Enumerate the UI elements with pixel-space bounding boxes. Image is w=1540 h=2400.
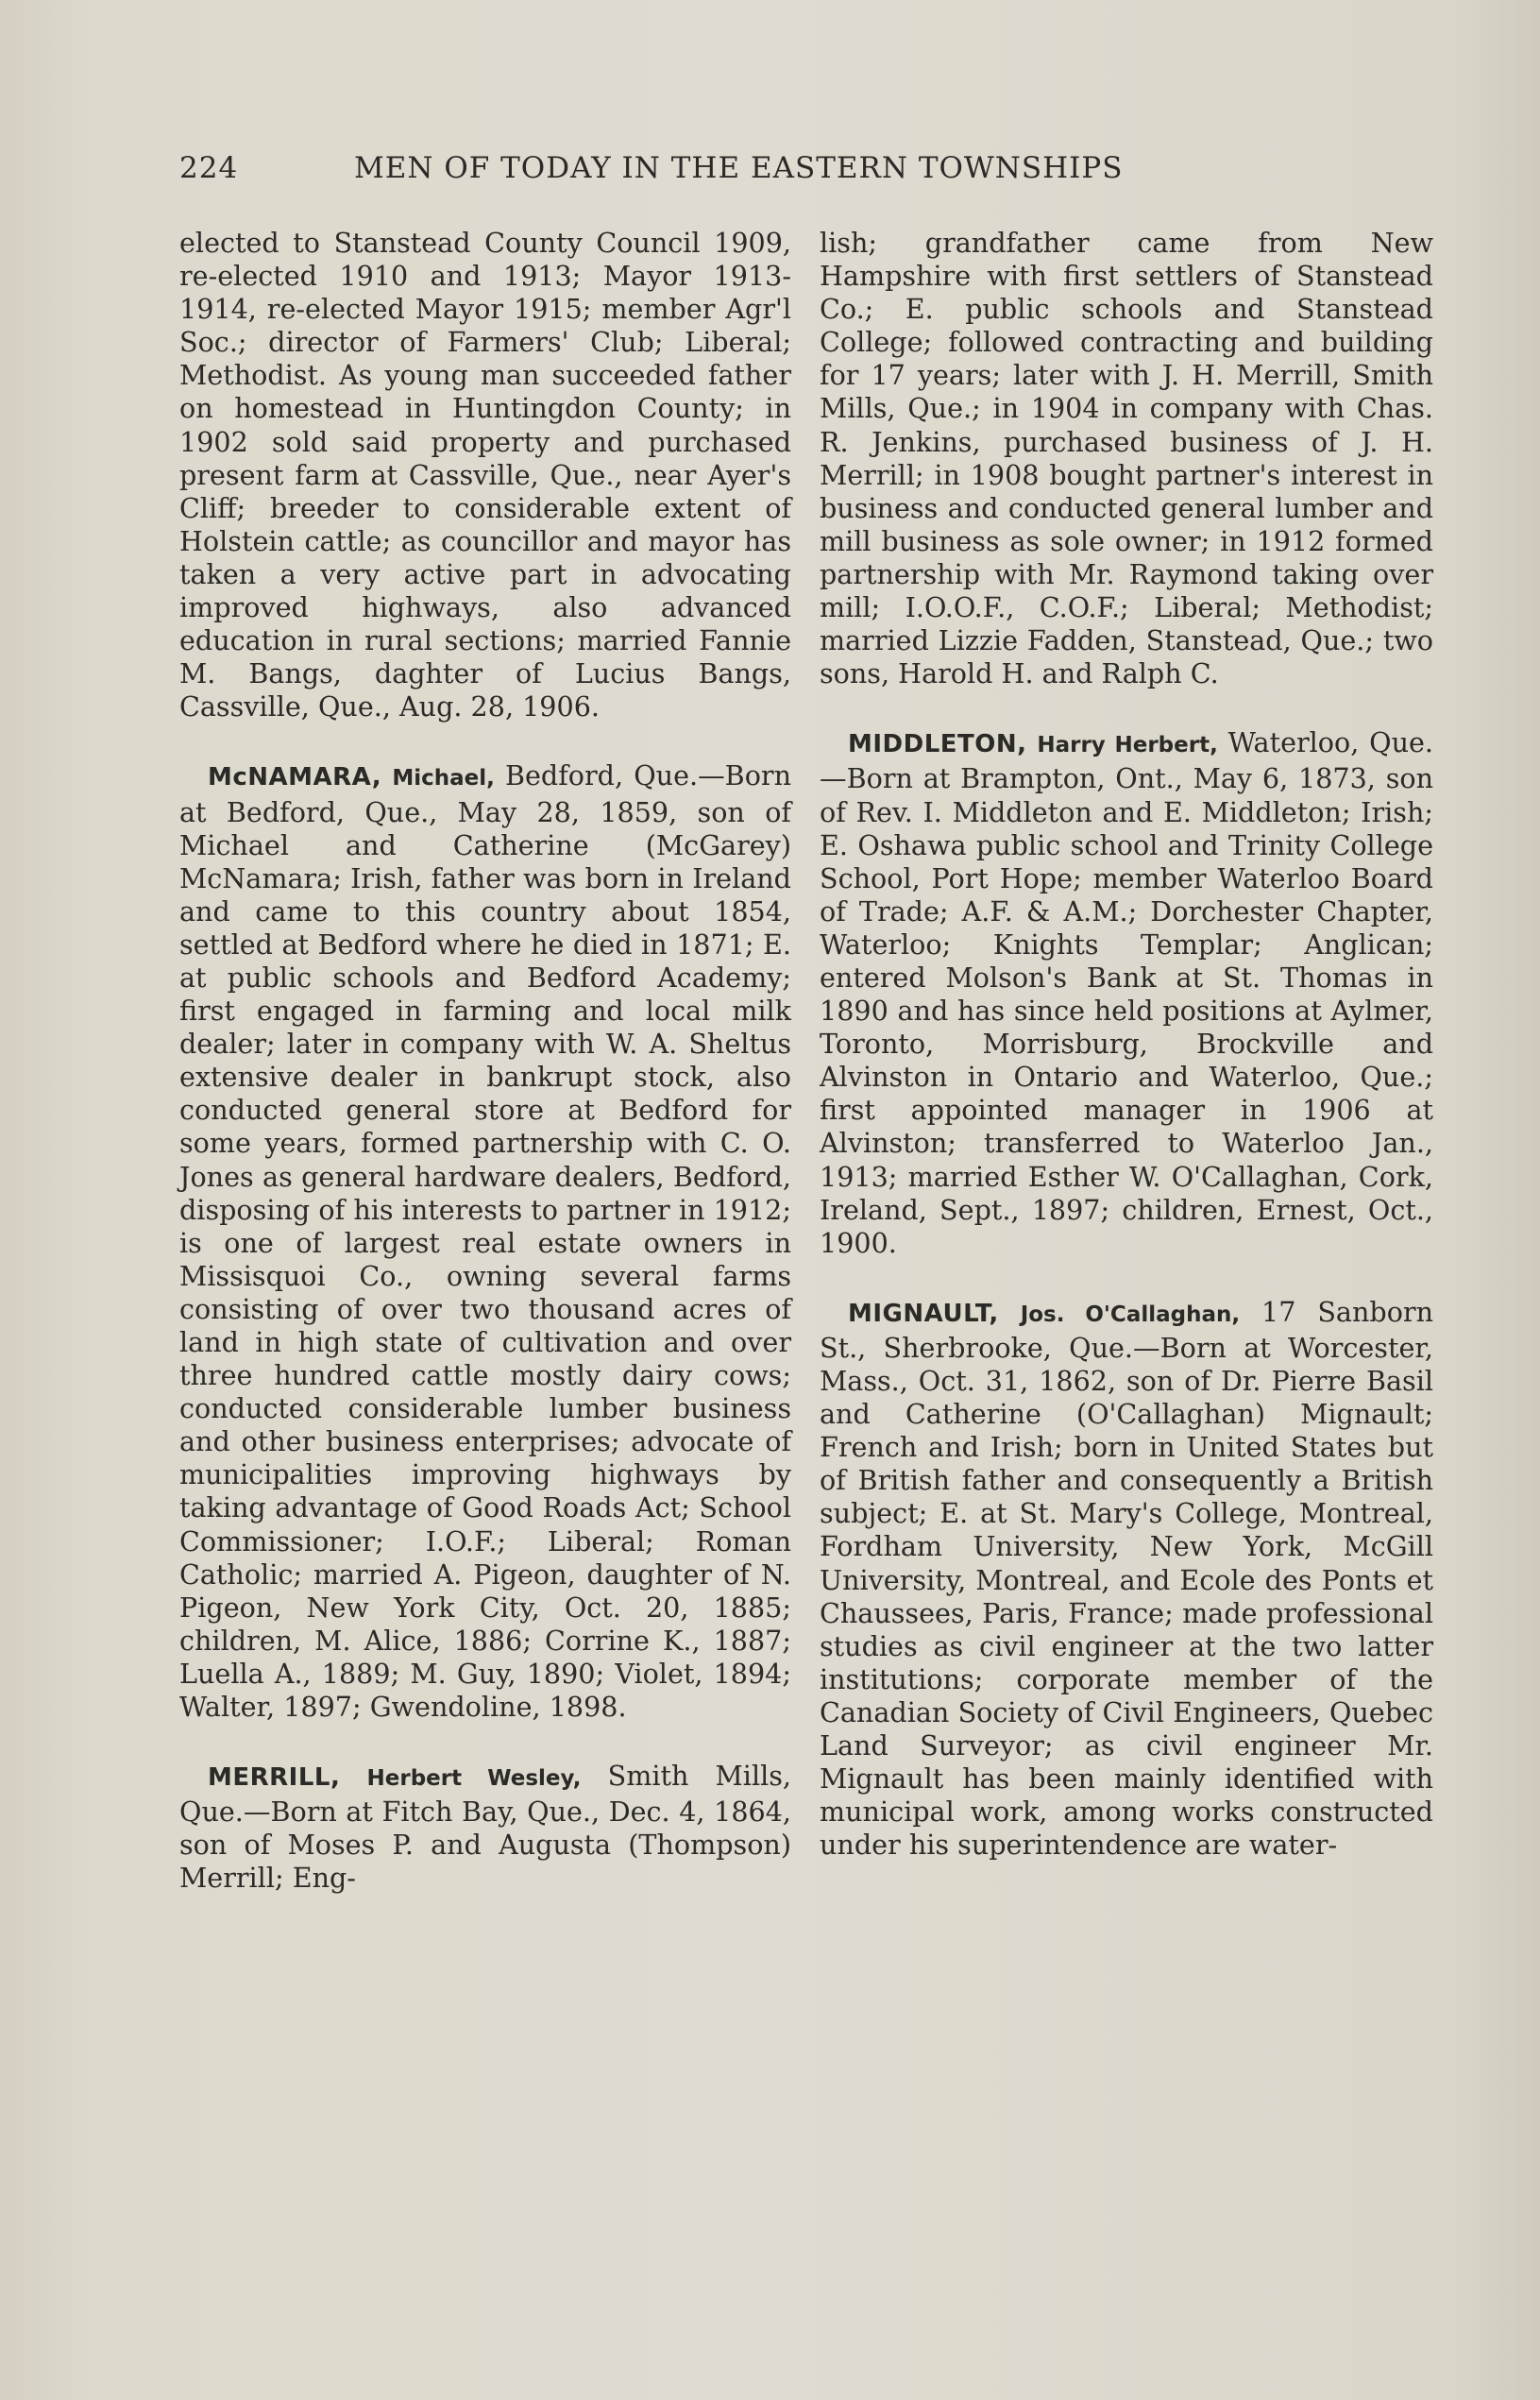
entry-given-name: Jos. O'Callaghan, bbox=[1020, 1302, 1241, 1327]
right-column bbox=[820, 227, 1433, 1898]
continued-entry-text: lish; grandfather came from New Hampshire with first settlers of Stanstead Co.; E. public schools and Stanstead College; followed contracting and building for 17 years; later with J. H. Merrill, Smith Mills, Que.; in 1904 in company with Chas. R. Jenkins, purchased business of J. H. Merrill; in 1908 bought partner's interest in business and conducted general lumber and mill business as sole owner; in 1912 formed partnership with Mr. Raymond taking over mill; I.O.O.F., C.O.F.; Liberal; Methodist; married Lizzie Fadden, Stanstead, Que.; two sons, Harold H. and Ralph C. bbox=[820, 227, 1433, 690]
page-title: MEN OF TODAY IN THE EASTERN TOWNSHIPS bbox=[354, 151, 1124, 185]
biography-entry bbox=[820, 726, 1433, 1260]
page-number: 224 bbox=[179, 151, 239, 185]
entry-surname: MERRILL, bbox=[208, 1763, 341, 1793]
biography-entry bbox=[179, 1760, 791, 1895]
entry-surname: MIGNAULT, bbox=[848, 1299, 999, 1328]
biography-entry bbox=[820, 1296, 1433, 1863]
entry-body: Bedford, Que.—Born at Bedford, Que., May 28, 1859, son of Michael and Catherine (McGarey) McNamara; Irish, father was born in Ireland and came to this country about 1854, settled at Bedford where he died in 1871; E. at public schools and Bedford Academy; first engaged in farming and local milk dealer; later in company with W. A. Sheltus extensive dealer in bankrupt stock, also conducted general store at Bedford for some years, formed partnership with C. O. Jones as general hardware dealers, Bedford, disposing of his interests to partner in 1912; is one of largest real estate owners in Missisquoi Co., owning several farms consisting of over two thousand acres of land in high state of cultivation and over three hundred cattle mostly dairy cows; conducted considerable lumber business and other business enterprises; advocate of municipalities improving highways by taking advantage of Good Roads Act; School Commissioner; I.O.F.; Liberal; Roman Catholic; married A. Pigeon, daughter of N. Pigeon, New York City, Oct. 20, 1885; children, M. Alice, 1886; Corrine K., 1887; Luella A., 1889; M. Guy, 1890; Violet, 1894; Walter, 1897; Gwendoline, 1898. bbox=[179, 759, 791, 1724]
biography-entry bbox=[179, 759, 791, 1724]
entry-body: Waterloo, Que.—Born at Brampton, Ont., May 6, 1873, son of Rev. I. Middleton and E. Middleton; Irish; E. Oshawa public school and Trinity College School, Port Hope; member Waterloo Board of Trade; A.F. & A.M.; Dorchester Chapter, Waterloo; Knights Templar; Anglican; entered Molson's Bank at St. Thomas in 1890 and has since held positions at Aylmer, Toronto, Morrisburg, Brockville and Alvinston in Ontario and Waterloo, Que.; first appointed manager in 1906 at Alvinston; transferred to Waterloo Jan., 1913; married Esther W. O'Callaghan, Cork, Ireland, Sept., 1897; children, Ernest, Oct., 1900. bbox=[820, 726, 1433, 1259]
entry-surname: MIDDLETON, bbox=[848, 730, 1027, 759]
entry-body: Smith Mills, Que.—Born at Fitch Bay, Que., Dec. 4, 1864, son of Moses P. and Augusta (Thompson) Merrill; Eng- bbox=[179, 1760, 791, 1895]
entry-surname: McNAMARA, bbox=[208, 763, 382, 792]
entry-given-name: Michael, bbox=[392, 766, 495, 791]
continued-entry-text: elected to Stanstead County Council 1909, re-elected 1910 and 1913; Mayor 1913-1914, re-elected Mayor 1915; member Agr'l Soc.; director of Farmers' Club; Liberal; Methodist. As young man succeeded father on homestead in Huntingdon County; in 1902 sold said property and purchased present farm at Cassville, Que., near Ayer's Cliff; breeder to considerable extent of Holstein cattle; as councillor and mayor has taken a very active part in advocating improved highways, also advanced education in rural sections; married Fannie M. Bangs, daghter of Lucius Bangs, Cassville, Que., Aug. 28, 1906. bbox=[179, 227, 791, 723]
entry-given-name: Harry Herbert, bbox=[1037, 733, 1218, 758]
left-column bbox=[179, 227, 791, 1932]
entry-body: 17 Sanborn St., Sherbrooke, Que.—Born at Worcester, Mass., Oct. 31, 1862, son of Dr. Pierre Basil and Catherine (O'Callaghan) Mignault; French and Irish; born in United States but of British father and consequently a British subject; E. at St. Mary's College, Montreal, Fordham University, New York, McGill University, Montreal, and Ecole des Ponts et Chaussees, Paris, France; made professional studies as civil engineer at the two latter institutions; corporate member of the Canadian Society of Civil Engineers, Quebec Land Surveyor; as civil engineer Mr. Mignault has been mainly identified with municipal work, among works constructed under his superintendence are water- bbox=[820, 1295, 1433, 1862]
entry-given-name: Herbert Wesley, bbox=[366, 1766, 582, 1792]
